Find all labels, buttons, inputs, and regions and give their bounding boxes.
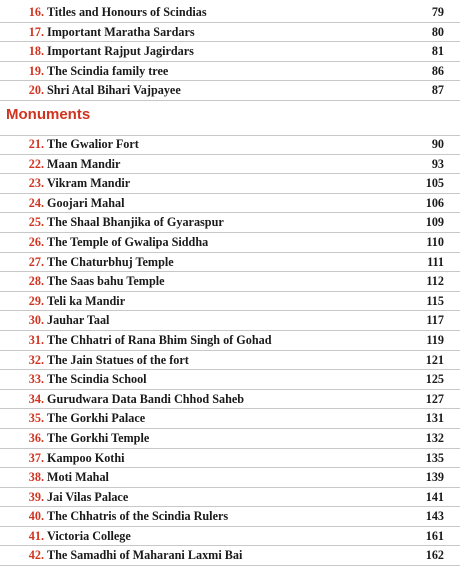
entry-number: 27. [28, 254, 44, 269]
entry-page-number: 90 [431, 137, 444, 151]
entry-title: Moti Mahal [47, 470, 109, 485]
toc-list-top [0, 3, 460, 101]
toc-entry [0, 253, 460, 273]
entry-page-number: 93 [431, 156, 444, 171]
entry-title: The Chhatris of the Scindia Rulers [47, 509, 229, 524]
entry-title: The Gorkhi Palace [47, 411, 146, 426]
entry-number: 29. [28, 293, 44, 308]
entry-page-number: 143 [425, 509, 444, 524]
entry-number: 23. [28, 176, 44, 191]
toc-entry [0, 507, 460, 527]
entry-page-number: 162 [425, 548, 444, 563]
toc-entry [0, 449, 460, 469]
toc-entry [0, 62, 460, 82]
entry-number: 20. [28, 83, 44, 98]
entry-page-number: 80 [431, 24, 444, 39]
entry-title: The Chhatri of Rana Bhim Singh of Gohad [47, 332, 272, 347]
entry-title: Maan Mandir [47, 156, 121, 171]
entry-page-number: 119 [426, 332, 444, 347]
entry-page-number: 161 [425, 528, 444, 543]
entry-number: 33. [28, 372, 44, 387]
entry-title: The Saas bahu Temple [47, 274, 165, 289]
entry-number: 26. [28, 234, 44, 249]
entry-title: The Chaturbhuj Temple [47, 254, 174, 269]
entry-page-number: 127 [425, 391, 444, 406]
entry-page-number: 109 [425, 215, 444, 230]
entry-number: 22. [28, 156, 44, 171]
section-heading-monuments: Monuments [6, 106, 91, 123]
entry-title: Jai Vilas Palace [47, 489, 129, 504]
toc-entry [0, 272, 460, 292]
entry-page-number: 121 [425, 352, 444, 367]
entry-title: The Jain Statues of the fort [47, 352, 189, 367]
entry-number: 28. [28, 274, 44, 289]
toc-entry [0, 174, 460, 194]
entry-page-number: 135 [425, 450, 444, 465]
toc-entry [0, 233, 460, 253]
toc-entry [0, 42, 460, 62]
entry-page-number: 87 [431, 83, 444, 98]
entry-title: Vikram Mandir [47, 176, 131, 191]
entry-page-number: 86 [431, 63, 444, 78]
entry-number: 16. [28, 5, 44, 19]
toc-entry [0, 311, 460, 331]
entry-number: 34. [28, 391, 44, 406]
entry-number: 25. [28, 215, 44, 230]
entry-number: 37. [28, 450, 44, 465]
toc-entry [0, 23, 460, 43]
entry-title: Important Maratha Sardars [47, 24, 195, 39]
entry-number: 21. [28, 137, 44, 151]
toc-entry [0, 468, 460, 488]
entry-page-number: 131 [425, 411, 444, 426]
entry-number: 36. [28, 430, 44, 445]
entry-number: 35. [28, 411, 44, 426]
toc-entry [0, 194, 460, 214]
toc-entry [0, 81, 460, 101]
toc-entry [0, 390, 460, 410]
entry-title: The Scindia family tree [47, 63, 169, 78]
toc-entry [0, 331, 460, 351]
toc-entry [0, 527, 460, 547]
toc-entry [0, 546, 460, 566]
toc-list-monuments [0, 135, 460, 566]
toc-entry [0, 488, 460, 508]
entry-title: Jauhar Taal [47, 313, 110, 328]
entry-page-number: 115 [426, 293, 444, 308]
entry-number: 30. [28, 313, 44, 328]
entry-number: 32. [28, 352, 44, 367]
toc-entry [0, 135, 460, 155]
entry-title: Titles and Honours of Scindias [47, 5, 207, 19]
toc-entry [0, 3, 460, 23]
entry-number: 17. [28, 24, 44, 39]
toc-entry [0, 155, 460, 175]
entry-number: 18. [28, 44, 44, 59]
entry-title: The Gwalior Fort [47, 137, 139, 151]
entry-number: 31. [28, 332, 44, 347]
entry-page-number: 141 [425, 489, 444, 504]
entry-title: Important Rajput Jagirdars [47, 44, 194, 59]
entry-number: 41. [28, 528, 44, 543]
entry-title: The Samadhi of Maharani Laxmi Bai [47, 548, 243, 563]
toc-entry [0, 351, 460, 371]
entry-title: Victoria College [47, 528, 131, 543]
entry-page-number: 125 [425, 372, 444, 387]
entry-title: Shri Atal Bihari Vajpayee [47, 83, 181, 98]
entry-number: 39. [28, 489, 44, 504]
entry-title: Goojari Mahal [47, 195, 125, 210]
toc-entry [0, 370, 460, 390]
entry-number: 38. [28, 470, 44, 485]
entry-title: The Temple of Gwalipa Siddha [47, 234, 209, 249]
entry-page-number: 79 [431, 5, 444, 19]
toc-entry [0, 429, 460, 449]
entry-page-number: 106 [425, 195, 444, 210]
entry-title: The Shaal Bhanjika of Gyaraspur [47, 215, 224, 230]
entry-page-number: 111 [427, 254, 444, 269]
entry-page-number: 139 [425, 470, 444, 485]
entry-page-number: 112 [426, 274, 444, 289]
toc-entry [0, 409, 460, 429]
entry-number: 24. [28, 195, 44, 210]
entry-number: 40. [28, 509, 44, 524]
entry-page-number: 117 [426, 313, 444, 328]
entry-title: Gurudwara Data Bandi Chhod Saheb [47, 391, 245, 406]
entry-number: 19. [28, 63, 44, 78]
entry-page-number: 110 [426, 234, 444, 249]
entry-number: 42. [28, 548, 44, 563]
entry-page-number: 132 [425, 430, 444, 445]
toc-entry [0, 213, 460, 233]
entry-page-number: 105 [425, 176, 444, 191]
entry-title: The Gorkhi Temple [47, 430, 150, 445]
entry-title: The Scindia School [47, 372, 147, 387]
entry-title: Kampoo Kothi [47, 450, 125, 465]
entry-title: Teli ka Mandir [47, 293, 126, 308]
entry-page-number: 81 [431, 44, 444, 59]
toc-entry [0, 292, 460, 312]
